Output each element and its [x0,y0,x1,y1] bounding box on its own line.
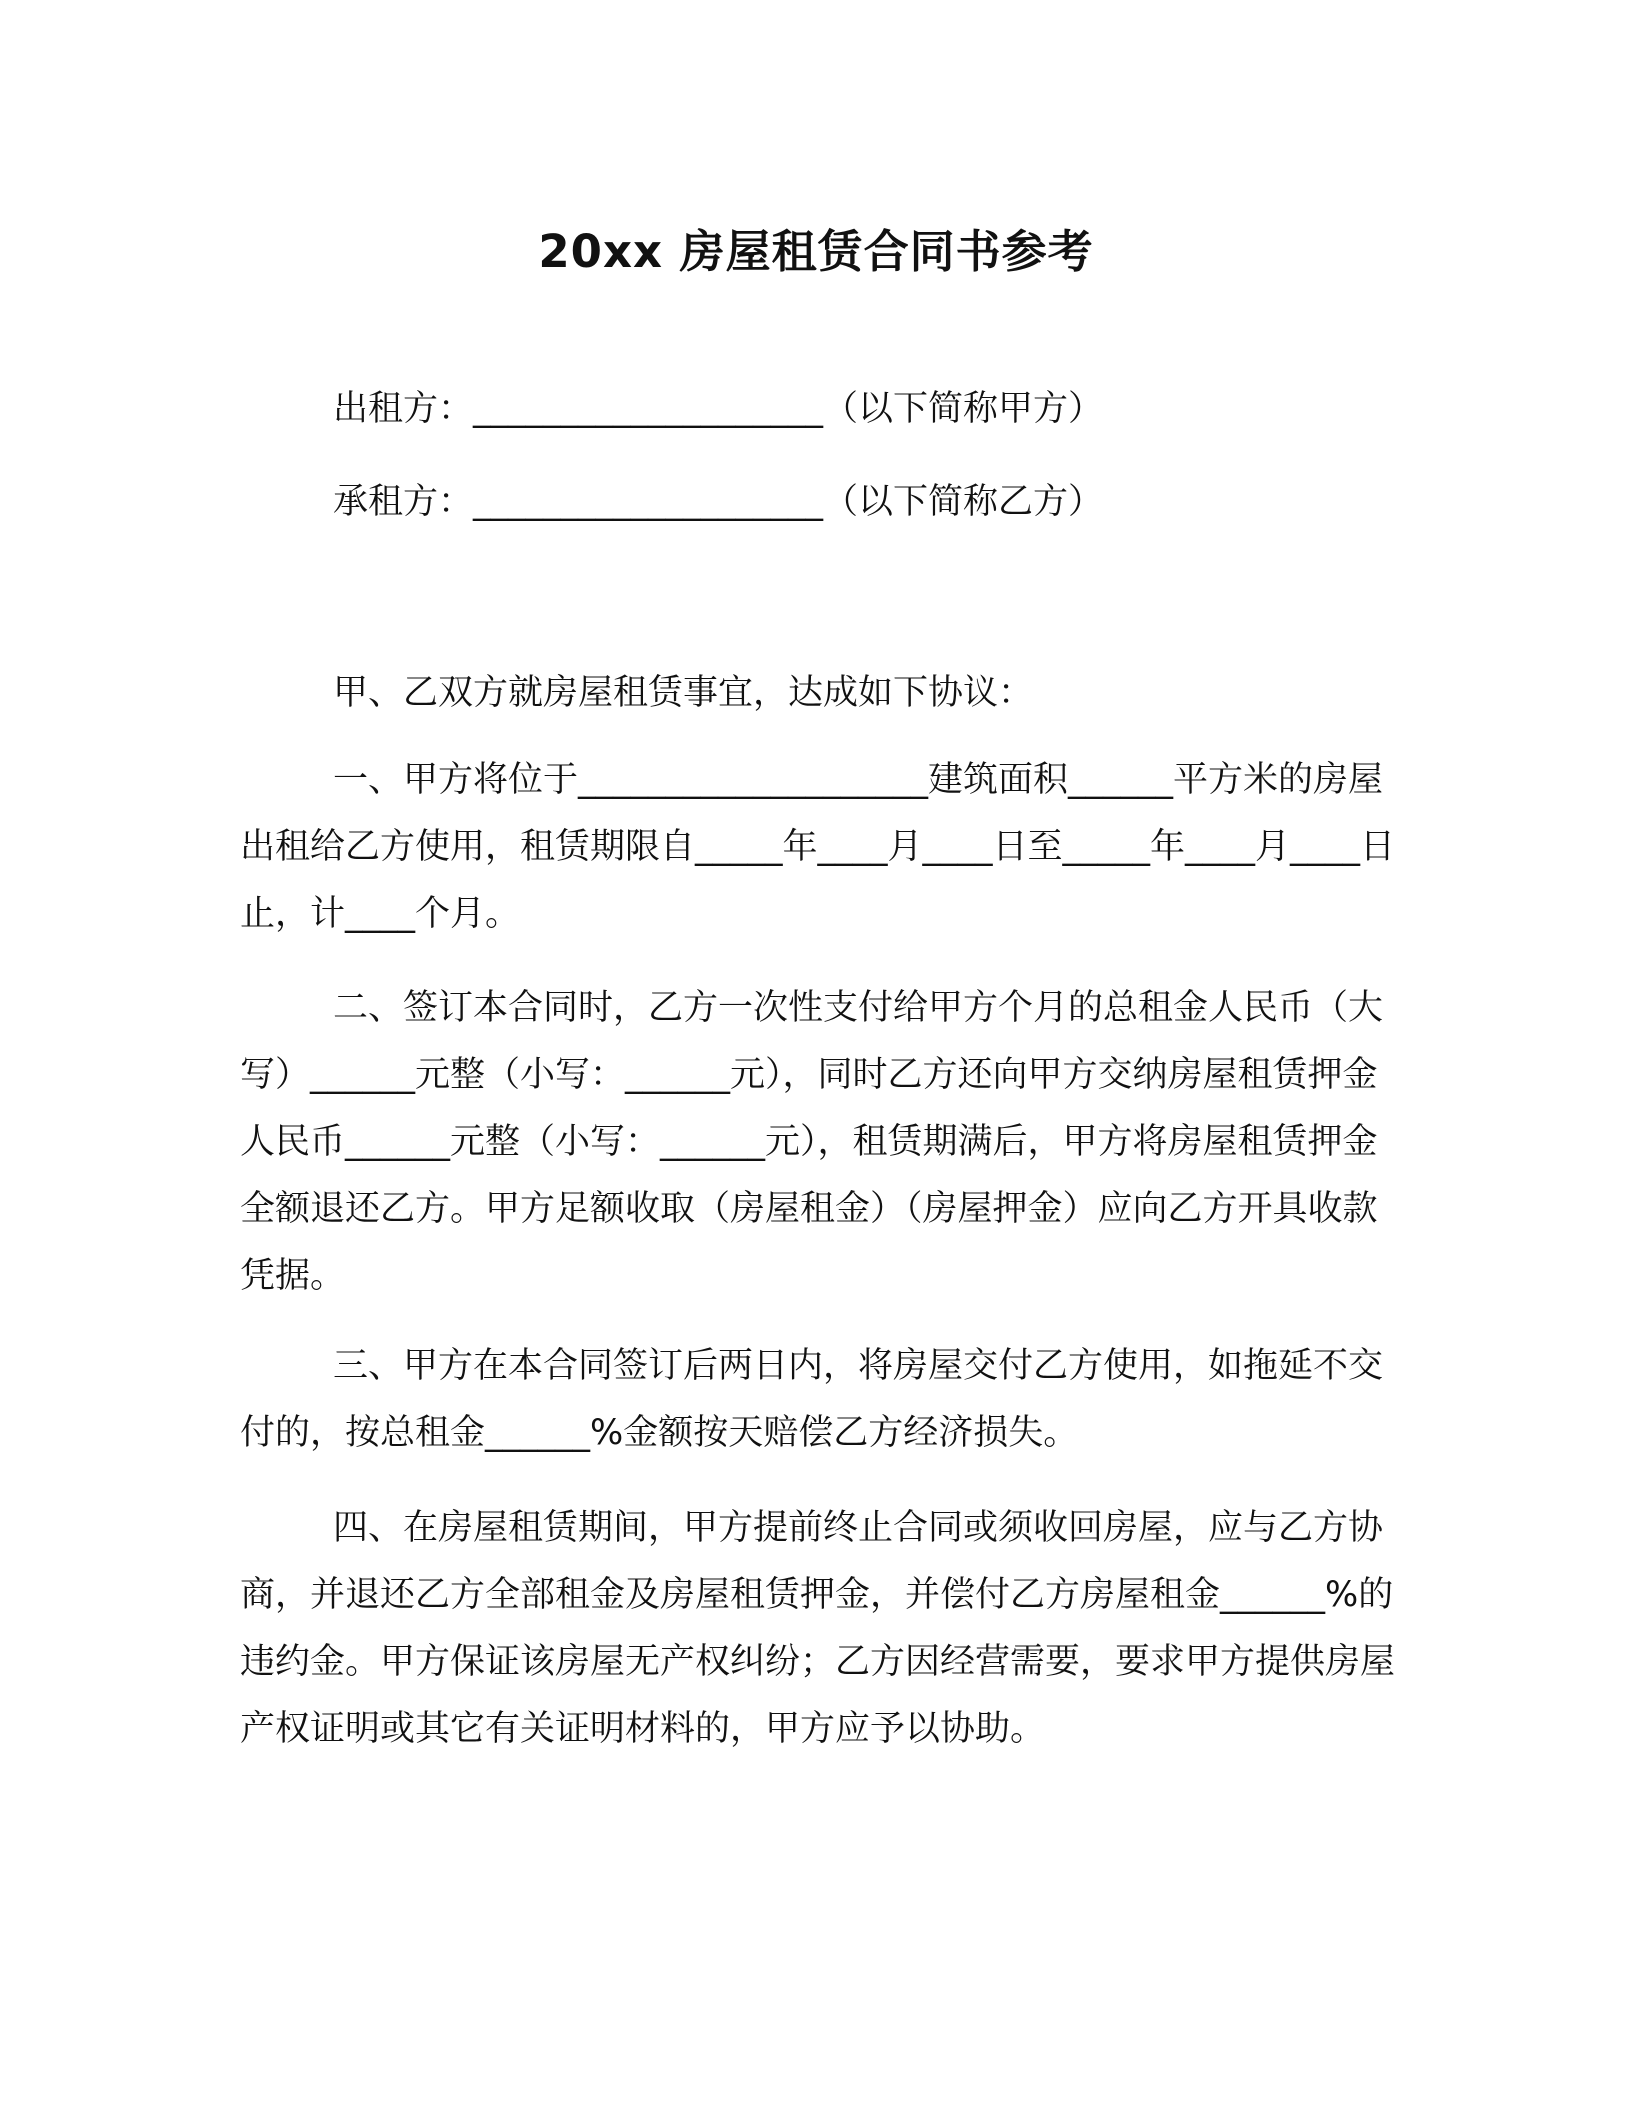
clause-3: 三、甲方在本合同签订后两日内，将房屋交付乙方使用，如拖延不交付的，按总租金______%金额按天赔偿乙方经济损失。 [240,1346,1384,1453]
clause-2: 二、签订本合同时，乙方一次性支付给甲方个月的总租金人民币（大写）______元整（小写：______元），同时乙方还向甲方交纳房屋租赁押金人民币______元整（小写：______元），租赁期满后，甲方将房屋租赁押金全额退还乙方。甲方足额收取（房屋租金）（房屋押金）应向乙方开具收款凭据。 [240,988,1384,1296]
clause-4: 四、在房屋租赁期间，甲方提前终止合同或须收回房屋，应与乙方协商，并退还乙方全部租金及房屋租赁押金，并偿付乙方房屋租金______%的违约金。甲方保证该房屋无产权纠纷；乙方因经营需要，要求甲方提供房屋产权证明或其它有关证明材料的，甲方应予以协助。 [240,1508,1396,1749]
intro-paragraph: 甲、乙双方就房屋租赁事宜，达成如下协议： [333,673,1034,713]
lessor-line: 出租方：____________________（以下简称甲方） [333,389,1104,429]
document-title: 20xx 房屋租赁合同书参考 [538,225,1094,278]
clause-1: 一、甲方将位于____________________建筑面积______平方米的房屋出租给乙方使用，租赁期限自_____年____月____日至_____年____月____日止，计____个月。 [240,760,1396,934]
lessee-line: 承租方：____________________（以下简称乙方） [333,482,1104,522]
